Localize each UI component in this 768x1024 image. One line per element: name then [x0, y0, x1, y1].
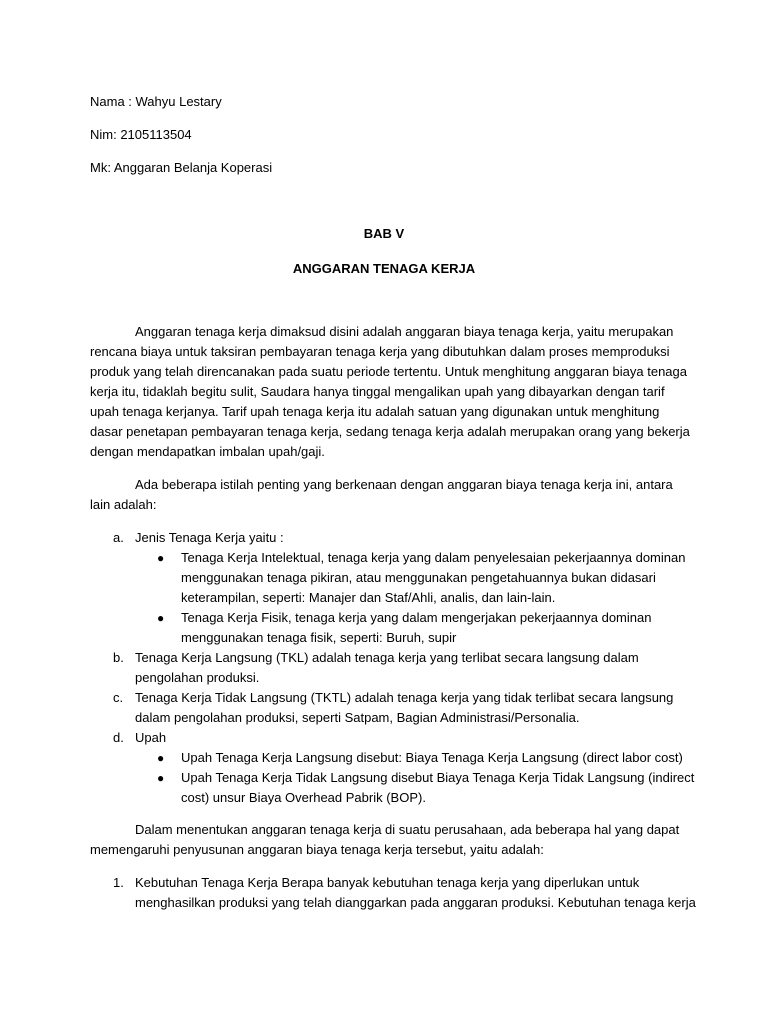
list-marker: c. [113, 690, 124, 705]
paragraph-line: dasar penetapan pembayaran tenaga kerja, sedang tenaga kerja adalah merupakan orang yang bekerja [90, 424, 690, 439]
list-item-text: Tenaga Kerja Tidak Langsung (TKTL) adalah tenaga kerja yang tidak terlibat secara langsung [135, 690, 674, 705]
bullet-item-text: menggunakan tenaga pikiran, atau menggunakan pengetahuannya bukan didasari [181, 570, 656, 585]
bullet-item-text: menggunakan tenaga fisik, seperti: Buruh, supir [181, 630, 457, 645]
bullet-item-text: keterampilan, seperti: Manajer dan Staf/Ahli, analis, dan lain-lain. [181, 590, 556, 605]
paragraph-line: memengaruhi penyusunan anggaran biaya tenaga kerja tersebut, yaitu adalah: [90, 842, 544, 857]
paragraph-line: upah tenaga kerjanya. Tarif upah tenaga kerja itu adalah satuan yang digunakan untuk menghitung [90, 404, 660, 419]
paragraph-line: Anggaran tenaga kerja dimaksud disini adalah anggaran biaya tenaga kerja, yaitu merupakan [135, 324, 674, 339]
bullet-icon: ● [157, 611, 165, 625]
list-item-text: Jenis Tenaga Kerja yaitu : [135, 530, 284, 545]
list-marker: b. [113, 650, 124, 665]
chapter-heading: BAB V [363, 226, 405, 241]
paragraph-line: lain adalah: [90, 497, 157, 512]
list-marker: 1. [113, 875, 124, 890]
student-nim: Nim: 2105113504 [90, 127, 192, 142]
list-marker: a. [113, 530, 124, 545]
bullet-item-text: cost) unsur Biaya Overhead Pabrik (BOP). [181, 790, 426, 805]
bullet-icon: ● [157, 771, 165, 785]
paragraph-line: kerja itu, tidaklah begitu sulit, Saudara hanya tinggal mengalikan upah yang dibayarkan dengan tarif [90, 384, 665, 399]
list-item-text: menghasilkan produksi yang telah dianggarkan pada anggaran produksi. Kebutuhan tenaga kerja [135, 895, 696, 910]
bullet-item-text: Tenaga Kerja Intelektual, tenaga kerja yang dalam penyelesaian pekerjaannya dominan [181, 550, 686, 565]
bullet-icon: ● [157, 751, 165, 765]
bullet-item-text: Upah Tenaga Kerja Tidak Langsung disebut Biaya Tenaga Kerja Tidak Langsung (indirect [181, 770, 695, 785]
chapter-title: ANGGARAN TENAGA KERJA [292, 261, 476, 276]
paragraph-line: Ada beberapa istilah penting yang berkenaan dengan anggaran biaya tenaga kerja ini, antara [135, 477, 673, 492]
list-marker: d. [113, 730, 124, 745]
list-item-text: dalam pengolahan produksi, seperti Satpam, Bagian Administrasi/Personalia. [135, 710, 580, 725]
bullet-item-text: Upah Tenaga Kerja Langsung disebut: Biaya Tenaga Kerja Langsung (direct labor cost) [181, 750, 683, 765]
bullet-icon: ● [157, 551, 165, 565]
bullet-item-text: Tenaga Kerja Fisik, tenaga kerja yang dalam mengerjakan pekerjaannya dominan [181, 610, 652, 625]
paragraph-line: dengan mendapatkan imbalan upah/gaji. [90, 444, 325, 459]
course-name: Mk: Anggaran Belanja Koperasi [90, 160, 273, 175]
list-item-text: Tenaga Kerja Langsung (TKL) adalah tenaga kerja yang terlibat secara langsung dalam [135, 650, 639, 665]
student-name: Nama : Wahyu Lestary [90, 94, 222, 109]
paragraph-line: Dalam menentukan anggaran tenaga kerja di suatu perusahaan, ada beberapa hal yang dapat [135, 822, 680, 837]
paragraph-line: rencana biaya untuk taksiran pembayaran tenaga kerja yang dibutuhkan dalam proses memproduksi [90, 344, 670, 359]
list-item-text: Kebutuhan Tenaga Kerja Berapa banyak kebutuhan tenaga kerja yang diperlukan untuk [135, 875, 640, 890]
list-item-text: pengolahan produksi. [135, 670, 260, 685]
paragraph-line: produk yang telah direncanakan pada suatu periode tertentu. Untuk menghitung anggaran biaya tenaga [90, 364, 687, 379]
list-item-text: Upah [135, 730, 167, 745]
